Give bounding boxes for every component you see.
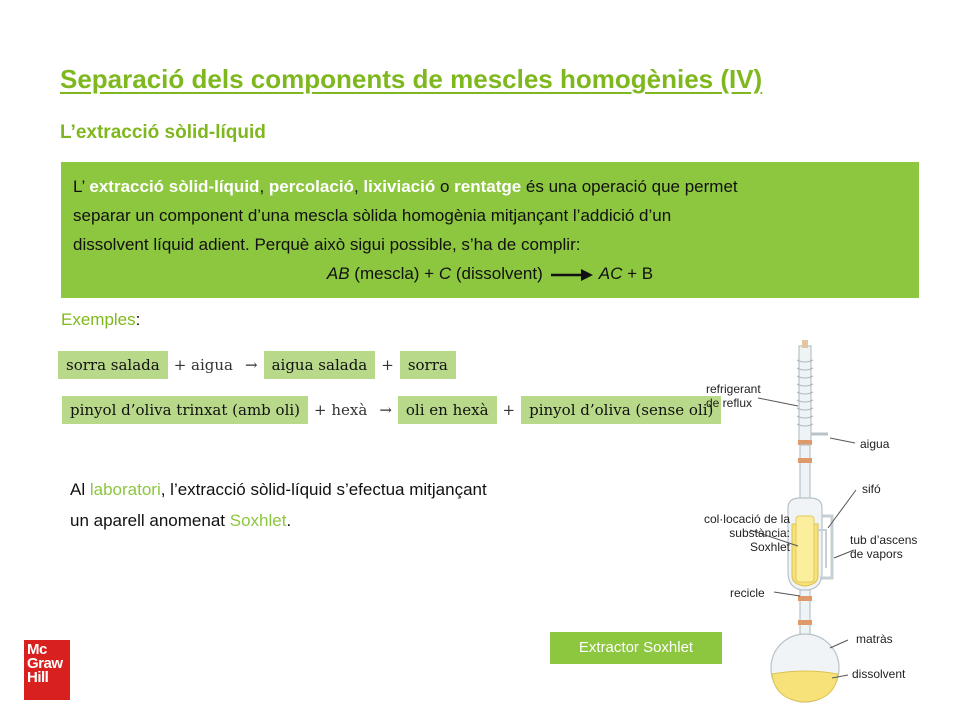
- eq-mescla: (mescla) +: [349, 264, 439, 283]
- term-percolacio: percolació: [268, 177, 354, 196]
- text-segment: ,: [353, 177, 364, 196]
- example-operator: +: [381, 356, 394, 374]
- arrow-icon: →: [245, 356, 258, 374]
- example-operator: + hexà: [314, 401, 368, 419]
- eq-c: C: [438, 264, 452, 283]
- logo-line: Hill: [27, 669, 49, 686]
- arrow-icon: →: [379, 401, 392, 419]
- lab-line-2: [70, 505, 487, 536]
- page-title: Separació dels components de mescles homogènies (IV): [60, 64, 763, 94]
- label-line: substància:: [729, 526, 790, 540]
- text-segment: ,: [259, 177, 269, 196]
- examples-label: Exemples: [61, 310, 136, 329]
- term-soxhlet: Soxhlet: [229, 511, 287, 530]
- term-extraccio: extracció sòlid-líquid: [89, 177, 260, 196]
- soxhlet-apparatus-illustration: [690, 340, 960, 712]
- label-collocacio: [698, 512, 790, 554]
- eq-ac: AC: [598, 264, 623, 283]
- example-chip: sorra salada: [58, 351, 168, 379]
- text-segment: .: [286, 511, 292, 530]
- logo-line: Mc: [27, 641, 47, 658]
- label-sifo: sifó: [862, 482, 881, 496]
- label-tub-ascens: [850, 533, 917, 561]
- example-chip: pinyol d’oliva trinxat (amb oli): [62, 396, 308, 424]
- example-chip: pinyol d’oliva (sense oli): [521, 396, 721, 424]
- eq-b: + B: [622, 264, 654, 283]
- label-aigua: aigua: [860, 437, 890, 451]
- examples-colon: :: [135, 310, 141, 329]
- term-rentatge: rentatge: [454, 177, 522, 196]
- label-line: de vapors: [850, 547, 903, 561]
- example-equation-1: [58, 351, 456, 379]
- text-segment: un aparell anomenat: [70, 511, 230, 530]
- term-laboratori: laboratori: [89, 480, 161, 499]
- definition-line-3: dissolvent líquid adient. Perquè això sigui possible, s’ha de complir:: [73, 235, 581, 254]
- label-line: de reflux: [706, 396, 753, 410]
- examples-heading: [61, 310, 140, 330]
- label-dissolvent: dissolvent: [852, 667, 906, 681]
- label-matras: matràs: [856, 632, 893, 646]
- eq-dissolvent: (dissolvent): [451, 264, 543, 283]
- reaction-equation: [73, 259, 907, 288]
- mcgraw-hill-logo: [24, 640, 70, 700]
- section-subtitle: L’extracció sòlid-líquid: [60, 122, 266, 143]
- definition-line-1: [73, 172, 907, 201]
- text-segment: Al: [70, 480, 90, 499]
- definition-box: [61, 162, 919, 298]
- label-line: col·locació de la: [703, 512, 790, 526]
- example-operator: +: [502, 401, 516, 419]
- reaction-arrow-icon: [549, 268, 593, 282]
- figure-caption: Extractor Soxhlet: [550, 632, 722, 664]
- example-chip: sorra: [400, 351, 456, 379]
- example-chip: oli en hexà: [398, 396, 497, 424]
- logo-line: Graw: [27, 655, 63, 672]
- lab-line-1: [70, 474, 487, 505]
- definition-line-2: separar un component d’una mescla sòlida homogènia mitjançant l’addició d’un: [73, 206, 672, 225]
- text-segment: o: [435, 177, 455, 196]
- label-line: Soxhlet: [749, 540, 790, 554]
- label-line: tub d’ascens: [850, 533, 918, 547]
- text-segment: , l’extracció sòlid-líquid s’efectua mitjançant: [160, 480, 487, 499]
- label-refrigerant: [706, 382, 761, 410]
- text-segment: L’: [73, 177, 90, 196]
- eq-ab: AB: [326, 264, 350, 283]
- lab-paragraph: [70, 474, 487, 536]
- term-lixiviacio: lixiviació: [363, 177, 436, 196]
- example-operator: + aigua: [173, 356, 234, 374]
- text-segment: és una operació que permet: [521, 177, 738, 196]
- label-recicle: recicle: [730, 586, 765, 600]
- example-chip: aigua salada: [264, 351, 376, 379]
- example-equation-2: [58, 396, 721, 424]
- label-line: refrigerant: [706, 382, 761, 396]
